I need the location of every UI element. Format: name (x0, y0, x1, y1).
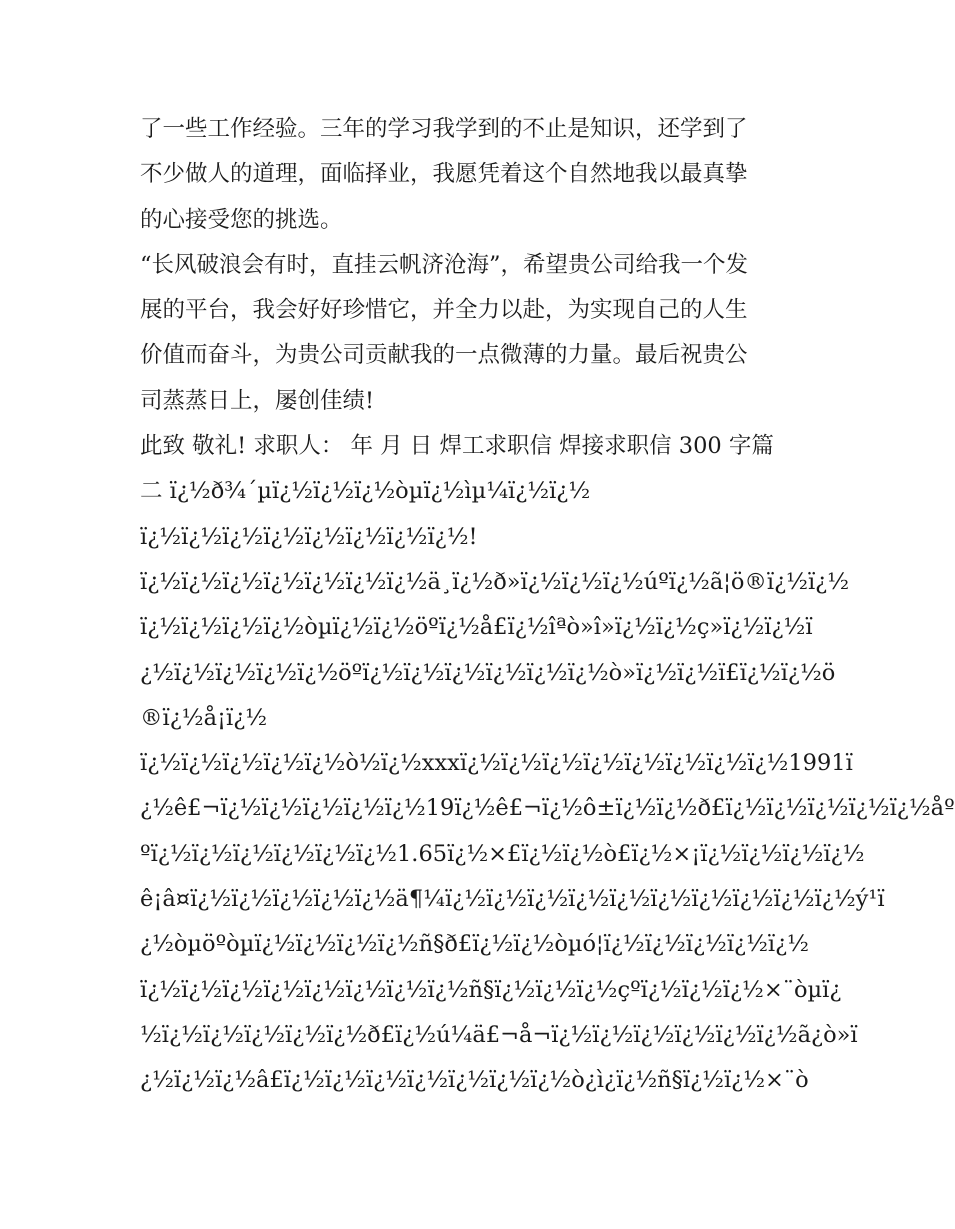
text-line: ê¡â¤ï¿½ï¿½ï¿½ï¿½ï¿½ä¶¼ï¿½ï¿½ï¿½ï¿½ï¿½ï¿½ï¿½ï¿½ï¿½ï¿½ý¹ï (140, 886, 885, 913)
document-body (140, 107, 955, 1104)
text-line: ï¿½ï¿½ï¿½ï¿½òµï¿½ï¿½öºï¿½å£ï¿½îªò»î»ï¿½ï¿½ç»ï¿½ï¿½ï (140, 614, 813, 641)
text-line: ï¿½ï¿½ï¿½ï¿½ï¿½ï¿½ï¿½ä¸ï¿½ð»ï¿½ï¿½ï¿½úºï¿½ã¦ö®ï¿½ï¿½ (140, 568, 850, 595)
text-line: ¿½òµöºòµï¿½ï¿½ï¿½ï¿½ñ§ð£ï¿½ï¿½òµó¦ï¿½ï¿½ï¿½ï¿½ï¿½ (140, 931, 809, 958)
text-line: ¿½ï¿½ï¿½â£ï¿½ï¿½ï¿½ï¿½ï¿½ï¿½ï¿½ò¿ì¿ï¿½ñ§ï¿½ï¿½×¨ò (140, 1067, 809, 1094)
text-line: 价值而奋斗，为贵公司贡献我的一点微薄的力量。最后祝贵公 (140, 342, 748, 369)
text-line: 了一些工作经验。三年的学习我学到的不止是知识，还学到了 (140, 116, 748, 142)
text-line: 司蒸蒸日上，屡创佳绩! (140, 387, 375, 414)
text-line: 不少做人的道理，面临择业，我愿凭着这个自然地我以最真挚 (140, 161, 748, 188)
text-line: ï¿½ï¿½ï¿½ï¿½ï¿½ï¿½ï¿½ï¿½! (140, 523, 478, 550)
text-line: ½ï¿½ï¿½ï¿½ï¿½ï¿½ð£ï¿½ú¼ä£¬å¬ï¿½ï¿½ï¿½ï¿½ï¿½ï¿½ã¿ò»ï (140, 1021, 858, 1048)
text-line: ºï¿½ï¿½ï¿½ï¿½ï¿½ï¿½1.65ï¿½×£ï¿½ï¿½ò£ï¿½×¡ï¿½ï¿½ï¿½ï¿½ (140, 840, 865, 867)
text-line: 二 ï¿½ð¾´µï¿½ï¿½ï¿½òµï¿½ìµ¼ï¿½ï¿½ (140, 478, 591, 505)
text-line: 展的平台，我会好好珍惜它，并全力以赴，为实现自己的人生 (140, 297, 748, 324)
text-line: ¿½ê£¬ï¿½ï¿½ï¿½ï¿½ï¿½19ï¿½ê£¬ï¿½ô±ï¿½ï¿½ð£ï¿½ï¿½ï¿½ï¿½ï¿½åº (140, 795, 955, 822)
text-line: 此致 敬礼! 求职人： 年 月 日 焊工求职信 焊接求职信 300 字篇 (140, 433, 774, 460)
text-line: 的心接受您的挑选。 (140, 206, 343, 233)
text-line: ¿½ï¿½ï¿½ï¿½ï¿½öºï¿½ï¿½ï¿½ï¿½ï¿½ï¿½ò»ï¿½ï¿½ï£ï¿½ï¿½ö (140, 659, 836, 686)
text-line: ®ï¿½å¡ï¿½ (140, 704, 268, 731)
text-line: “长风破浪会有时，直挂云帆济沧海”，希望贵公司给我一个发 (140, 251, 749, 278)
text-line: ï¿½ï¿½ï¿½ï¿½ï¿½ò½ï¿½xxxï¿½ï¿½ï¿½ï¿½ï¿½ï¿½ï¿½ï¿½1991ï (140, 750, 853, 777)
text-line: ï¿½ï¿½ï¿½ï¿½ï¿½ï¿½ï¿½ï¿½ñ§ï¿½ï¿½ï¿½çºï¿½ï¿½ï¿½×¨òµï¿ (140, 976, 842, 1003)
